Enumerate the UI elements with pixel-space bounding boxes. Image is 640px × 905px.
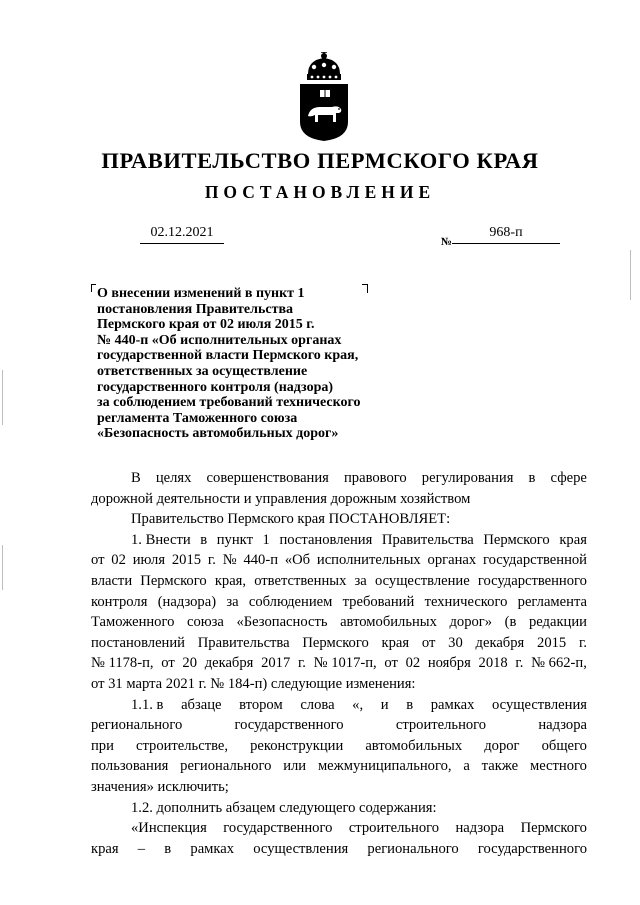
body-word: автомобильных	[365, 737, 463, 754]
number-label: №	[441, 236, 453, 248]
body-line	[91, 612, 587, 633]
body-word: 1.1. в	[131, 696, 164, 713]
body-word: межмуниципального,	[317, 758, 452, 775]
document-body	[91, 468, 587, 859]
body-word: 440-п	[243, 552, 278, 569]
body-word: «Инспекция	[131, 820, 207, 837]
body-line	[91, 571, 587, 592]
body-word: № 1178-п,	[91, 655, 154, 672]
body-word: слова	[300, 696, 335, 713]
body-word: В	[131, 470, 141, 486]
paragraph-quote	[91, 818, 587, 859]
body-word: от	[91, 552, 105, 569]
subject-bracket-left	[91, 284, 96, 292]
body-word: 2018	[478, 655, 508, 672]
subject-line: Пермского края от 02 июля 2015 г.	[97, 317, 315, 333]
scan-edge-mark	[630, 250, 631, 300]
body-word: государственного	[477, 572, 587, 589]
body-line	[91, 695, 587, 716]
body-word: за	[226, 593, 239, 610]
body-word: дорог»	[449, 614, 493, 631]
body-word: от	[384, 655, 398, 672]
body-line	[91, 839, 587, 860]
body-word: 30	[448, 634, 463, 651]
body-word: пользования	[91, 758, 169, 775]
body-word: соблюдением	[248, 593, 333, 610]
subject-line: постановления Правительства	[97, 301, 293, 317]
body-word: 02	[405, 655, 421, 672]
body-word: Правительства	[381, 531, 474, 548]
body-word: рамках	[430, 696, 475, 713]
body-word: также	[481, 758, 519, 775]
body-word: 1. Внести	[131, 531, 191, 548]
body-word: Правительства	[197, 634, 290, 651]
paragraph-item-1-1	[91, 695, 587, 798]
document-subject	[97, 286, 417, 442]
body-word: постановлений	[91, 634, 185, 651]
body-word: 2017	[261, 655, 291, 672]
body-word: Пермского	[302, 634, 369, 651]
paragraph-preamble	[91, 468, 587, 509]
body-word: государственного	[234, 717, 344, 734]
body-word: Пермского	[140, 572, 207, 589]
body-word: № 1017-п,	[313, 655, 377, 672]
body-word: г.	[297, 655, 306, 672]
body-word: автомобильных	[340, 614, 437, 631]
body-word: в	[528, 470, 536, 486]
body-word: втором	[239, 696, 283, 713]
body-line: от 31 марта 2021 г. № 184-п) следующие изменения:	[91, 675, 416, 692]
body-word: требований	[342, 593, 415, 610]
paragraph-item-1-2	[91, 798, 587, 819]
body-word: в	[406, 696, 414, 713]
body-word: от	[161, 655, 175, 672]
body-word: строительстве,	[135, 737, 229, 754]
body-word: декабря	[475, 634, 525, 651]
body-word: «Безопасность	[236, 614, 328, 631]
body-word: 2015	[537, 634, 567, 651]
body-word: № 662-п,	[531, 655, 587, 672]
body-word: –	[137, 840, 146, 857]
body-word: совершенствования	[206, 470, 329, 486]
body-line	[91, 550, 587, 571]
body-word: г.	[515, 655, 524, 672]
body-line: Правительство Пермского края ПОСТАНОВЛЯЕТ:	[131, 511, 451, 528]
body-word: государственного	[223, 820, 333, 837]
body-word: 20	[182, 655, 197, 672]
body-line	[91, 633, 587, 654]
body-word: рамках	[190, 840, 235, 857]
paragraph-item-1	[91, 530, 587, 695]
body-line	[91, 468, 587, 489]
body-line	[91, 756, 587, 777]
subject-line: регламента Таможенного союза	[97, 410, 298, 426]
body-line: дорожной деятельности и управления дорожным хозяйством	[91, 490, 471, 507]
body-word: «Об	[284, 552, 311, 569]
paragraph-resolves	[91, 509, 587, 530]
perm-krai-coat-of-arms-icon	[298, 52, 350, 142]
body-word: осуществления	[492, 696, 587, 713]
body-word: технического	[424, 593, 508, 610]
body-word: (в	[504, 614, 517, 631]
body-word: края,	[214, 572, 247, 589]
body-word: (надзора)	[157, 593, 217, 610]
body-word: правового	[344, 470, 407, 486]
body-word: Таможенного	[91, 614, 175, 631]
body-line	[91, 592, 587, 613]
body-word: за	[354, 572, 367, 589]
body-word: союза	[186, 614, 224, 631]
body-word: регламента	[517, 593, 587, 610]
body-word: абзаце	[181, 696, 222, 713]
body-word: края	[381, 634, 410, 651]
document-type-title: ПОСТАНОВЛЕНИЕ	[204, 182, 436, 202]
body-word: сфере	[550, 470, 587, 486]
subject-line: № 440-п «Об исполнительных органах	[97, 332, 342, 348]
body-word: контроля	[91, 593, 148, 610]
body-word: г.	[207, 552, 216, 569]
body-word: осуществления	[253, 840, 349, 857]
document-number: 968-п	[452, 225, 560, 244]
body-word: государственной	[482, 552, 587, 569]
body-word: в	[200, 531, 208, 548]
body-word: в	[164, 840, 172, 857]
body-word: постановления	[279, 531, 373, 548]
body-word: 1	[262, 531, 270, 548]
body-word: местного	[529, 758, 587, 775]
body-line	[91, 653, 587, 674]
body-line	[91, 715, 587, 736]
scan-edge-mark	[2, 545, 3, 590]
body-word: Пермского	[520, 820, 587, 837]
body-line	[91, 818, 587, 839]
body-word: «,	[352, 696, 364, 713]
body-word: ответственных	[254, 572, 347, 589]
body-word: декабря	[204, 655, 254, 672]
body-word: регионального	[91, 717, 183, 734]
body-word: редакции	[528, 614, 587, 631]
body-word: края	[91, 840, 119, 857]
body-word: 02	[111, 552, 126, 569]
scan-edge-mark	[2, 370, 3, 425]
body-line	[91, 736, 587, 757]
body-word: надзора	[455, 820, 505, 837]
body-word: строительного	[395, 717, 487, 734]
body-word: осуществление	[374, 572, 470, 589]
body-word: регулирования	[421, 470, 514, 486]
body-word: надзора	[538, 717, 587, 734]
body-word: государственного	[477, 840, 587, 857]
body-line	[91, 530, 587, 551]
body-word: общего	[541, 737, 587, 754]
body-line: 1.2. дополнить абзацем следующего содержания:	[131, 799, 437, 816]
body-word: власти	[91, 572, 133, 589]
subject-line: ответственных за осуществление	[97, 363, 308, 379]
body-word: края	[559, 531, 587, 548]
body-word: целях	[155, 470, 192, 486]
subject-line: О внесении изменений в пункт 1	[97, 286, 305, 301]
body-word: регионального	[180, 758, 272, 775]
body-word: 2015	[171, 552, 202, 569]
body-word: органах	[427, 552, 477, 569]
subject-line: «Безопасность автомобильных дорог»	[97, 426, 339, 442]
body-word: от	[421, 634, 436, 651]
body-word: пункт	[216, 531, 253, 548]
body-word: или	[283, 758, 307, 775]
body-word: при	[91, 737, 114, 754]
body-line: значения» исключить;	[91, 778, 229, 795]
body-word: реконструкции	[250, 737, 344, 754]
body-word: г.	[578, 634, 587, 651]
body-word: исполнительных	[316, 552, 421, 569]
body-word: Пермского	[483, 531, 550, 548]
body-word: июля	[132, 552, 166, 569]
body-word: регионального	[367, 840, 459, 857]
subject-line: за соблюдением требований технического	[97, 395, 361, 411]
body-word: а	[463, 758, 470, 775]
body-word: и	[380, 696, 389, 713]
document-date: 02.12.2021	[140, 225, 224, 244]
body-word: строительного	[348, 820, 440, 837]
subject-line: государственной власти Пермского края,	[97, 348, 359, 364]
body-word: №	[222, 552, 237, 569]
body-word: дорог	[484, 737, 520, 754]
subject-line: государственного контроля (надзора)	[97, 379, 334, 395]
body-word: ноября	[427, 655, 471, 672]
government-title: ПРАВИТЕЛЬСТВО ПЕРМСКОГО КРАЯ	[101, 148, 539, 173]
